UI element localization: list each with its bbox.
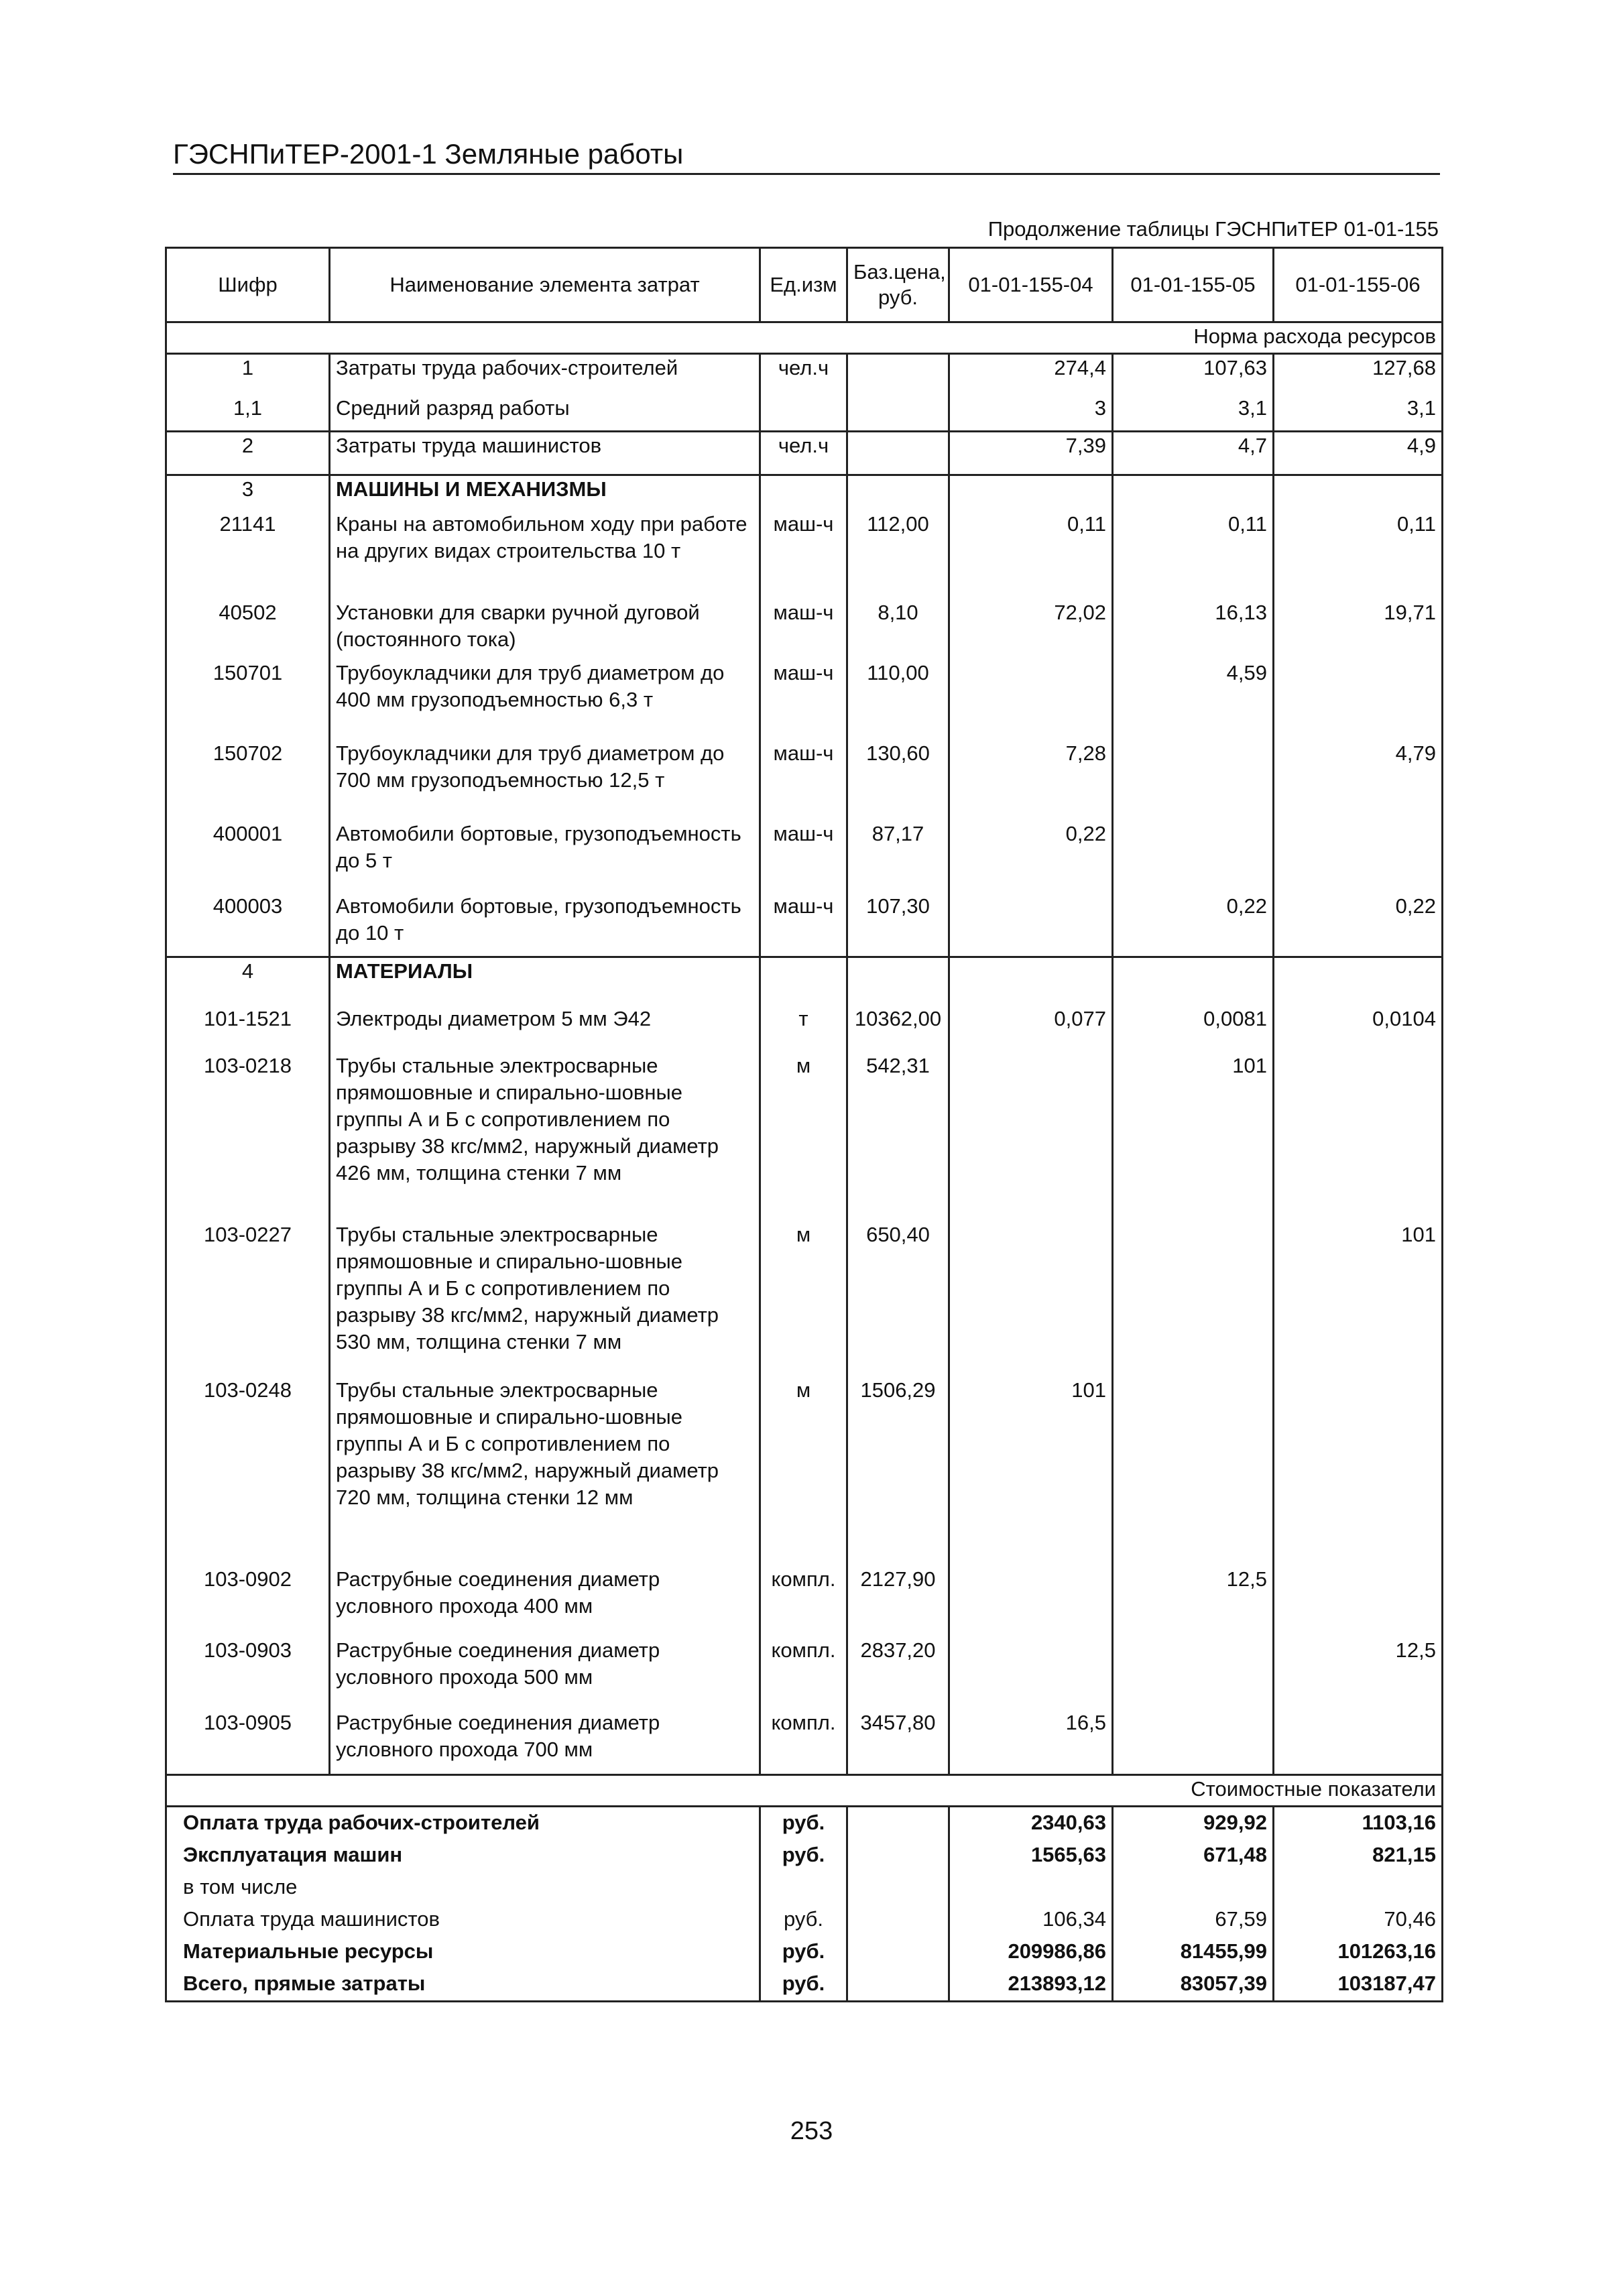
summary-price bbox=[847, 1807, 949, 1840]
cell-name: Затраты труда рабочих-строителей bbox=[330, 354, 760, 390]
cell-unit: маш-ч bbox=[760, 821, 847, 893]
cell-norm-04 bbox=[949, 1052, 1113, 1221]
cell-unit: компл. bbox=[760, 1709, 847, 1775]
cell-norm-04: 3 bbox=[949, 389, 1113, 431]
col-header-unit: Ед.изм bbox=[760, 248, 847, 322]
summary-price bbox=[847, 1839, 949, 1872]
cell-name: Трубы стальные электросварные прямошовные и спирально-шовные группы А и Б с сопротивлением по разрыву 38 кгс/мм2, наружный диаметр 530 мм, толщина стенки 7 мм bbox=[330, 1221, 760, 1377]
cell-norm-06: 19,71 bbox=[1274, 599, 1443, 660]
summary-label: Всего, прямые затраты bbox=[166, 1968, 760, 2002]
table-row bbox=[166, 1637, 1443, 1709]
cell-unit: маш-ч bbox=[760, 893, 847, 957]
cell-unit: маш-ч bbox=[760, 511, 847, 599]
page-number: 253 bbox=[790, 2117, 833, 2145]
summary-value-05: 67,59 bbox=[1113, 1904, 1274, 1936]
summary-label: Материальные ресурсы bbox=[166, 1936, 760, 1968]
cell-norm-05: 16,13 bbox=[1113, 599, 1274, 660]
cell-name: Затраты труда машинистов bbox=[330, 431, 760, 475]
table-continuation-caption: Продолжение таблицы ГЭСНПиТЕР 01-01-155 bbox=[987, 217, 1439, 241]
cell-price bbox=[847, 389, 949, 431]
cell-price bbox=[847, 957, 949, 1006]
cell-norm-05 bbox=[1113, 1709, 1274, 1775]
cost-label-row bbox=[166, 1775, 1443, 1807]
cell-unit: компл. bbox=[760, 1637, 847, 1709]
cell-norm-06: 4,9 bbox=[1274, 431, 1443, 475]
cell-code: 103-0905 bbox=[166, 1709, 330, 1775]
summary-unit: руб. bbox=[760, 1904, 847, 1936]
cell-unit: маш-ч bbox=[760, 660, 847, 740]
cell-code: 150701 bbox=[166, 660, 330, 740]
cell-norm-05: 4,59 bbox=[1113, 660, 1274, 740]
summary-value-06: 101263,16 bbox=[1274, 1936, 1443, 1968]
cell-norm-05 bbox=[1113, 1221, 1274, 1377]
cell-unit: маш-ч bbox=[760, 740, 847, 821]
cell-norm-05: 0,22 bbox=[1113, 893, 1274, 957]
cell-name: Установки для сварки ручной дуговой (постоянного тока) bbox=[330, 599, 760, 660]
cell-price: 3457,80 bbox=[847, 1709, 949, 1775]
cell-name: Раструбные соединения диаметр условного прохода 500 мм bbox=[330, 1637, 760, 1709]
table-row bbox=[166, 1377, 1443, 1566]
cell-price: 542,31 bbox=[847, 1052, 949, 1221]
summary-unit: руб. bbox=[760, 1936, 847, 1968]
summary-unit bbox=[760, 1872, 847, 1904]
summary-value-05: 929,92 bbox=[1113, 1807, 1274, 1840]
table-header-row bbox=[166, 248, 1443, 322]
cell-norm-04: 7,39 bbox=[949, 431, 1113, 475]
section-row-materials bbox=[166, 957, 1443, 1006]
cell-norm-05: 3,1 bbox=[1113, 389, 1274, 431]
cell-code: 4 bbox=[166, 957, 330, 1006]
cell-norm-04: 7,28 bbox=[949, 740, 1113, 821]
table-row bbox=[166, 660, 1443, 740]
cell-norm-06: 0,22 bbox=[1274, 893, 1443, 957]
cell-norm-05 bbox=[1113, 1637, 1274, 1709]
cell-code: 1,1 bbox=[166, 389, 330, 431]
cell-unit: м bbox=[760, 1377, 847, 1566]
norm-label-row bbox=[166, 322, 1443, 354]
cell-unit bbox=[760, 389, 847, 431]
cell-price: 2127,90 bbox=[847, 1566, 949, 1637]
cell-code: 103-0903 bbox=[166, 1637, 330, 1709]
cell-code: 400003 bbox=[166, 893, 330, 957]
cell-norm-04 bbox=[949, 957, 1113, 1006]
col-header-norm-06: 01-01-155-06 bbox=[1274, 248, 1443, 322]
col-header-norm-04: 01-01-155-04 bbox=[949, 248, 1113, 322]
cell-norm-05: 0,0081 bbox=[1113, 1006, 1274, 1052]
cell-norm-04 bbox=[949, 1566, 1113, 1637]
cell-price: 130,60 bbox=[847, 740, 949, 821]
summary-value-05: 671,48 bbox=[1113, 1839, 1274, 1872]
cell-norm-06: 0,11 bbox=[1274, 511, 1443, 599]
cell-name: Средний разряд работы bbox=[330, 389, 760, 431]
cell-norm-06: 0,0104 bbox=[1274, 1006, 1443, 1052]
cell-code: 3 bbox=[166, 475, 330, 511]
summary-value-06: 1103,16 bbox=[1274, 1807, 1443, 1840]
summary-price bbox=[847, 1872, 949, 1904]
cell-name: Трубы стальные электросварные прямошовные и спирально-шовные группы А и Б с сопротивлением по разрыву 38 кгс/мм2, наружный диаметр 720 мм, толщина стенки 12 мм bbox=[330, 1377, 760, 1566]
cell-norm-06: 3,1 bbox=[1274, 389, 1443, 431]
cell-norm-05 bbox=[1113, 957, 1274, 1006]
cell-name: Раструбные соединения диаметр условного прохода 400 мм bbox=[330, 1566, 760, 1637]
cell-code: 101-1521 bbox=[166, 1006, 330, 1052]
summary-value-04: 2340,63 bbox=[949, 1807, 1113, 1840]
summary-row bbox=[166, 1839, 1443, 1872]
section-title-materials: МАТЕРИАЛЫ bbox=[330, 957, 760, 1006]
cell-norm-04 bbox=[949, 475, 1113, 511]
cell-norm-05 bbox=[1113, 821, 1274, 893]
cell-unit: маш-ч bbox=[760, 599, 847, 660]
cell-name: Автомобили бортовые, грузоподъемность до 10 т bbox=[330, 893, 760, 957]
cell-unit bbox=[760, 957, 847, 1006]
summary-row bbox=[166, 1904, 1443, 1936]
summary-row-total bbox=[166, 1968, 1443, 2002]
table-row bbox=[166, 354, 1443, 390]
cell-norm-05 bbox=[1113, 1377, 1274, 1566]
summary-unit: руб. bbox=[760, 1839, 847, 1872]
cell-unit: т bbox=[760, 1006, 847, 1052]
cell-unit bbox=[760, 475, 847, 511]
cell-norm-06 bbox=[1274, 1566, 1443, 1637]
cell-unit: чел.ч bbox=[760, 431, 847, 475]
cell-norm-06 bbox=[1274, 1709, 1443, 1775]
summary-label: в том числе bbox=[166, 1872, 760, 1904]
cell-norm-04: 101 bbox=[949, 1377, 1113, 1566]
cell-price: 8,10 bbox=[847, 599, 949, 660]
cell-norm-06 bbox=[1274, 957, 1443, 1006]
summary-value-06: 821,15 bbox=[1274, 1839, 1443, 1872]
cell-code: 103-0218 bbox=[166, 1052, 330, 1221]
norm-label: Норма расхода ресурсов bbox=[166, 322, 1443, 354]
col-header-norm-05: 01-01-155-05 bbox=[1113, 248, 1274, 322]
cell-code: 40502 bbox=[166, 599, 330, 660]
section-row-machines bbox=[166, 475, 1443, 511]
summary-value-06 bbox=[1274, 1872, 1443, 1904]
cell-code: 21141 bbox=[166, 511, 330, 599]
table-row bbox=[166, 1006, 1443, 1052]
summary-price bbox=[847, 1968, 949, 2002]
cell-norm-06 bbox=[1274, 1377, 1443, 1566]
summary-value-06: 70,46 bbox=[1274, 1904, 1443, 1936]
cell-norm-04: 72,02 bbox=[949, 599, 1113, 660]
table-row bbox=[166, 511, 1443, 599]
cell-norm-05: 0,11 bbox=[1113, 511, 1274, 599]
cell-name: Автомобили бортовые, грузоподъемность до 5 т bbox=[330, 821, 760, 893]
cell-norm-04 bbox=[949, 893, 1113, 957]
cell-unit: чел.ч bbox=[760, 354, 847, 390]
cell-price: 10362,00 bbox=[847, 1006, 949, 1052]
cell-name: Трубоукладчики для труб диаметром до 700 мм грузоподъемностью 12,5 т bbox=[330, 740, 760, 821]
section-title-machines: МАШИНЫ И МЕХАНИЗМЫ bbox=[330, 475, 760, 511]
cell-price bbox=[847, 475, 949, 511]
summary-value-04 bbox=[949, 1872, 1113, 1904]
table-row bbox=[166, 599, 1443, 660]
cell-norm-04 bbox=[949, 1637, 1113, 1709]
summary-value-04: 106,34 bbox=[949, 1904, 1113, 1936]
cell-unit: компл. bbox=[760, 1566, 847, 1637]
page-header-title: ГЭСНПиТЕР-2001-1 Земляные работы bbox=[173, 138, 1440, 175]
cell-code: 103-0248 bbox=[166, 1377, 330, 1566]
table-row bbox=[166, 1221, 1443, 1377]
summary-row bbox=[166, 1936, 1443, 1968]
cell-norm-04: 0,22 bbox=[949, 821, 1113, 893]
cell-norm-05 bbox=[1113, 475, 1274, 511]
cell-price: 1506,29 bbox=[847, 1377, 949, 1566]
cell-norm-06: 12,5 bbox=[1274, 1637, 1443, 1709]
cell-norm-04: 0,11 bbox=[949, 511, 1113, 599]
cell-norm-04: 16,5 bbox=[949, 1709, 1113, 1775]
cell-code: 1 bbox=[166, 354, 330, 390]
cell-price: 107,30 bbox=[847, 893, 949, 957]
cell-norm-06 bbox=[1274, 660, 1443, 740]
table-row bbox=[166, 1709, 1443, 1775]
summary-value-04: 209986,86 bbox=[949, 1936, 1113, 1968]
cell-name: Раструбные соединения диаметр условного прохода 700 мм bbox=[330, 1709, 760, 1775]
cell-norm-05 bbox=[1113, 740, 1274, 821]
cell-norm-06: 4,79 bbox=[1274, 740, 1443, 821]
cell-unit: м bbox=[760, 1052, 847, 1221]
cell-name: Трубы стальные электросварные прямошовные и спирально-шовные группы А и Б с сопротивлением по разрыву 38 кгс/мм2, наружный диаметр 426 мм, толщина стенки 7 мм bbox=[330, 1052, 760, 1221]
table-row bbox=[166, 893, 1443, 957]
cell-name: Краны на автомобильном ходу при работе на других видах строительства 10 т bbox=[330, 511, 760, 599]
cell-unit: м bbox=[760, 1221, 847, 1377]
cell-name: Электроды диаметром 5 мм Э42 bbox=[330, 1006, 760, 1052]
col-header-code: Шифр bbox=[166, 248, 330, 322]
summary-value-05: 81455,99 bbox=[1113, 1936, 1274, 1968]
summary-label: Оплата труда машинистов bbox=[166, 1904, 760, 1936]
col-header-price: Баз.цена, руб. bbox=[847, 248, 949, 322]
cell-norm-06 bbox=[1274, 1052, 1443, 1221]
cell-code: 150702 bbox=[166, 740, 330, 821]
cell-norm-05: 107,63 bbox=[1113, 354, 1274, 390]
table-row bbox=[166, 1566, 1443, 1637]
cell-name: Трубоукладчики для труб диаметром до 400 мм грузоподъемностью 6,3 т bbox=[330, 660, 760, 740]
table-row bbox=[166, 1052, 1443, 1221]
summary-unit: руб. bbox=[760, 1807, 847, 1840]
summary-value-05: 83057,39 bbox=[1113, 1968, 1274, 2002]
summary-unit: руб. bbox=[760, 1968, 847, 2002]
cell-price bbox=[847, 431, 949, 475]
cell-norm-06: 101 bbox=[1274, 1221, 1443, 1377]
cell-norm-05: 12,5 bbox=[1113, 1566, 1274, 1637]
cell-code: 400001 bbox=[166, 821, 330, 893]
cell-norm-06 bbox=[1274, 821, 1443, 893]
cell-norm-06 bbox=[1274, 475, 1443, 511]
cell-price: 112,00 bbox=[847, 511, 949, 599]
cell-norm-04 bbox=[949, 1221, 1113, 1377]
cell-norm-04: 0,077 bbox=[949, 1006, 1113, 1052]
summary-price bbox=[847, 1936, 949, 1968]
table-row bbox=[166, 389, 1443, 431]
col-header-name: Наименование элемента затрат bbox=[330, 248, 760, 322]
cell-norm-05: 4,7 bbox=[1113, 431, 1274, 475]
summary-label: Оплата труда рабочих-строителей bbox=[166, 1807, 760, 1840]
cell-price: 2837,20 bbox=[847, 1637, 949, 1709]
summary-value-06: 103187,47 bbox=[1274, 1968, 1443, 2002]
summary-price bbox=[847, 1904, 949, 1936]
summary-value-05 bbox=[1113, 1872, 1274, 1904]
cell-price bbox=[847, 354, 949, 390]
table-row bbox=[166, 821, 1443, 893]
table-row bbox=[166, 740, 1443, 821]
summary-row bbox=[166, 1872, 1443, 1904]
cell-price: 650,40 bbox=[847, 1221, 949, 1377]
cell-norm-05: 101 bbox=[1113, 1052, 1274, 1221]
cost-label: Стоимостные показатели bbox=[166, 1775, 1443, 1807]
summary-label: Эксплуатация машин bbox=[166, 1839, 760, 1872]
cell-code: 103-0902 bbox=[166, 1566, 330, 1637]
cell-code: 2 bbox=[166, 431, 330, 475]
cell-norm-04: 274,4 bbox=[949, 354, 1113, 390]
cell-price: 87,17 bbox=[847, 821, 949, 893]
cell-norm-06: 127,68 bbox=[1274, 354, 1443, 390]
cell-price: 110,00 bbox=[847, 660, 949, 740]
summary-value-04: 1565,63 bbox=[949, 1839, 1113, 1872]
resource-norms-table bbox=[165, 247, 1443, 2002]
cell-code: 103-0227 bbox=[166, 1221, 330, 1377]
summary-value-04: 213893,12 bbox=[949, 1968, 1113, 2002]
cell-norm-04 bbox=[949, 660, 1113, 740]
table-row bbox=[166, 431, 1443, 475]
summary-row bbox=[166, 1807, 1443, 1840]
